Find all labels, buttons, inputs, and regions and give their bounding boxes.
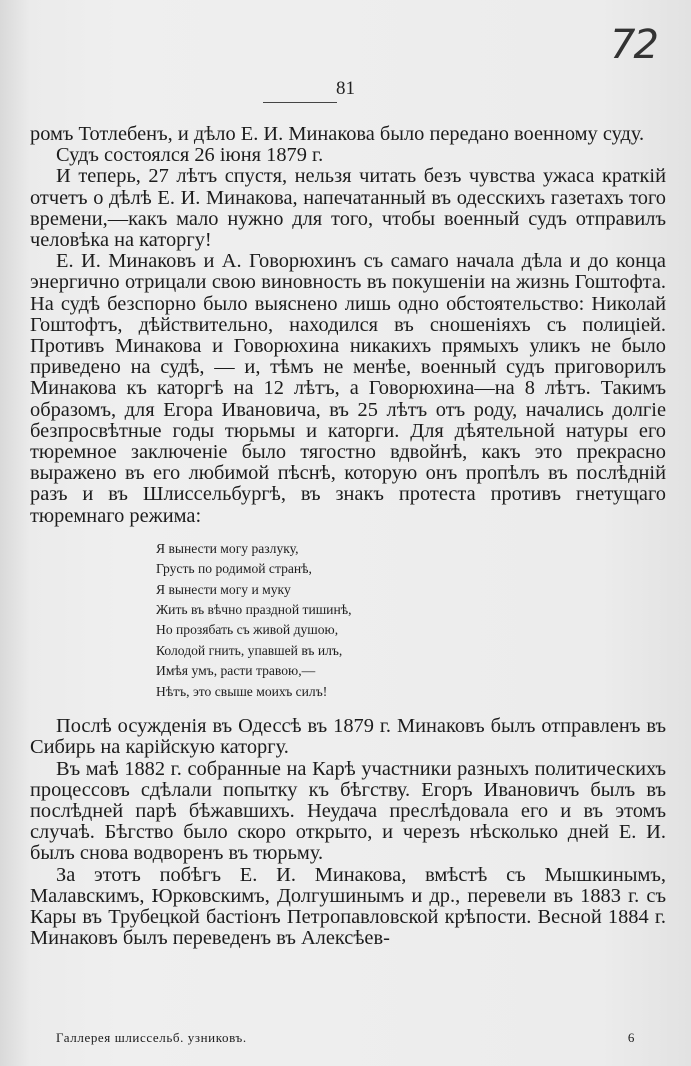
paragraphs-top bbox=[30, 124, 666, 527]
page-number: 81 bbox=[336, 78, 355, 99]
footer-signature: Галлерея шлиссельб. узниковъ. bbox=[56, 1030, 247, 1045]
poem-line: Я вынести могу и муку bbox=[156, 581, 291, 597]
paragraph: За этотъ побѣгъ Е. И. Минакова, вмѣстѣ съ Мышкинымъ, Малавскимъ, Юрковскимъ, Долгушинымъ и др., перевели въ 1883 г. съ Кары въ Трубецкой бастіонъ Петропавловской крѣпости. Весной 1884 г. Минаковъ былъ переведенъ въ Алексѣев- bbox=[30, 863, 666, 950]
poem-line: Грусть по родимой странѣ, bbox=[156, 561, 312, 577]
paragraph: Судъ состоялся 26 іюня 1879 г. bbox=[56, 144, 324, 167]
footer-sheet-number: 6 bbox=[627, 1030, 635, 1045]
handwritten-folio-number: 72 bbox=[610, 22, 657, 68]
paragraphs-bottom bbox=[30, 716, 666, 949]
page-footer bbox=[56, 1030, 635, 1046]
poem-line: Колодой гнить, упавшей въ илъ, bbox=[156, 642, 343, 658]
paragraph: Е. И. Минаковъ и А. Говорюхинъ съ самаго начала дѣла и до конца энергично отрицали свою виновность въ покушеніи на жизнь Гоштофта. На судѣ безспорно было выяснено лишь одно обстоятельство: Николай Гоштофтъ, дѣйствительно, находился въ сношеніяхъ съ полиціей. Противъ Минакова и Говорюхина никакихъ прямыхъ уликъ не было приведено на судѣ, — и, тѣмъ не менѣе, военный судъ приговорилъ Минакова къ каторгѣ на 12 лѣтъ, а Говорюхина—на 8 лѣтъ. Такимъ образомъ, для Егора Ивановича, въ 25 лѣтъ отъ роду, начались долгіе безпросвѣтные годы тюрьмы и каторги. Для дѣятельной натуры его тюремное заключеніе было тягостно вдвойнѣ, какъ это прекрасно выражено въ его любимой пѣснѣ, которую онъ пропѣлъ въ послѣдній разъ и въ Шлиссельбургѣ, въ знакъ протеста противъ гнетущаго тюремнаго режима: bbox=[30, 250, 666, 527]
poem-line: Жить въ вѣчно праздной тишинѣ, bbox=[156, 602, 352, 618]
poem-line: Имѣя умъ, расти травою,— bbox=[156, 663, 316, 679]
paragraph: Въ маѣ 1882 г. собранные на Карѣ участники разныхъ политическихъ процессовъ сдѣлали попытку къ бѣгству. Егоръ Ивановичъ былъ въ послѣдней парѣ бѣжавшихъ. Неудача преслѣдовала его и въ этомъ случаѣ. Бѣгство было скоро открыто, и черезъ нѣсколько дней Е. И. былъ снова водворенъ въ тюрьму. bbox=[30, 757, 666, 865]
poem-line: Но прозябать съ живой душою, bbox=[156, 622, 339, 638]
paragraph: И теперь, 27 лѣтъ спустя, нельзя читать безъ чувства ужаса краткій отчетъ о дѣлѣ Е. И. Минакова, напечатанный въ одесскихъ газетахъ того времени,—какъ мало нужно для того, чтобы военный судъ отправилъ человѣка на каторгу! bbox=[30, 165, 666, 252]
poem bbox=[156, 539, 666, 702]
poem-line: Я вынести могу разлуку, bbox=[156, 540, 299, 556]
paragraph: ромъ Тотлебенъ, и дѣло Е. И. Минакова было передано военному суду. bbox=[30, 123, 645, 145]
page-number-rule bbox=[263, 102, 337, 103]
poem-line: Нѣтъ, это свыше моихъ силъ! bbox=[156, 683, 328, 699]
paragraph: Послѣ осужденія въ Одессѣ въ 1879 г. Минаковъ былъ отправленъ въ Сибирь на карійскую каторгу. bbox=[30, 715, 666, 759]
body-text bbox=[30, 124, 666, 949]
